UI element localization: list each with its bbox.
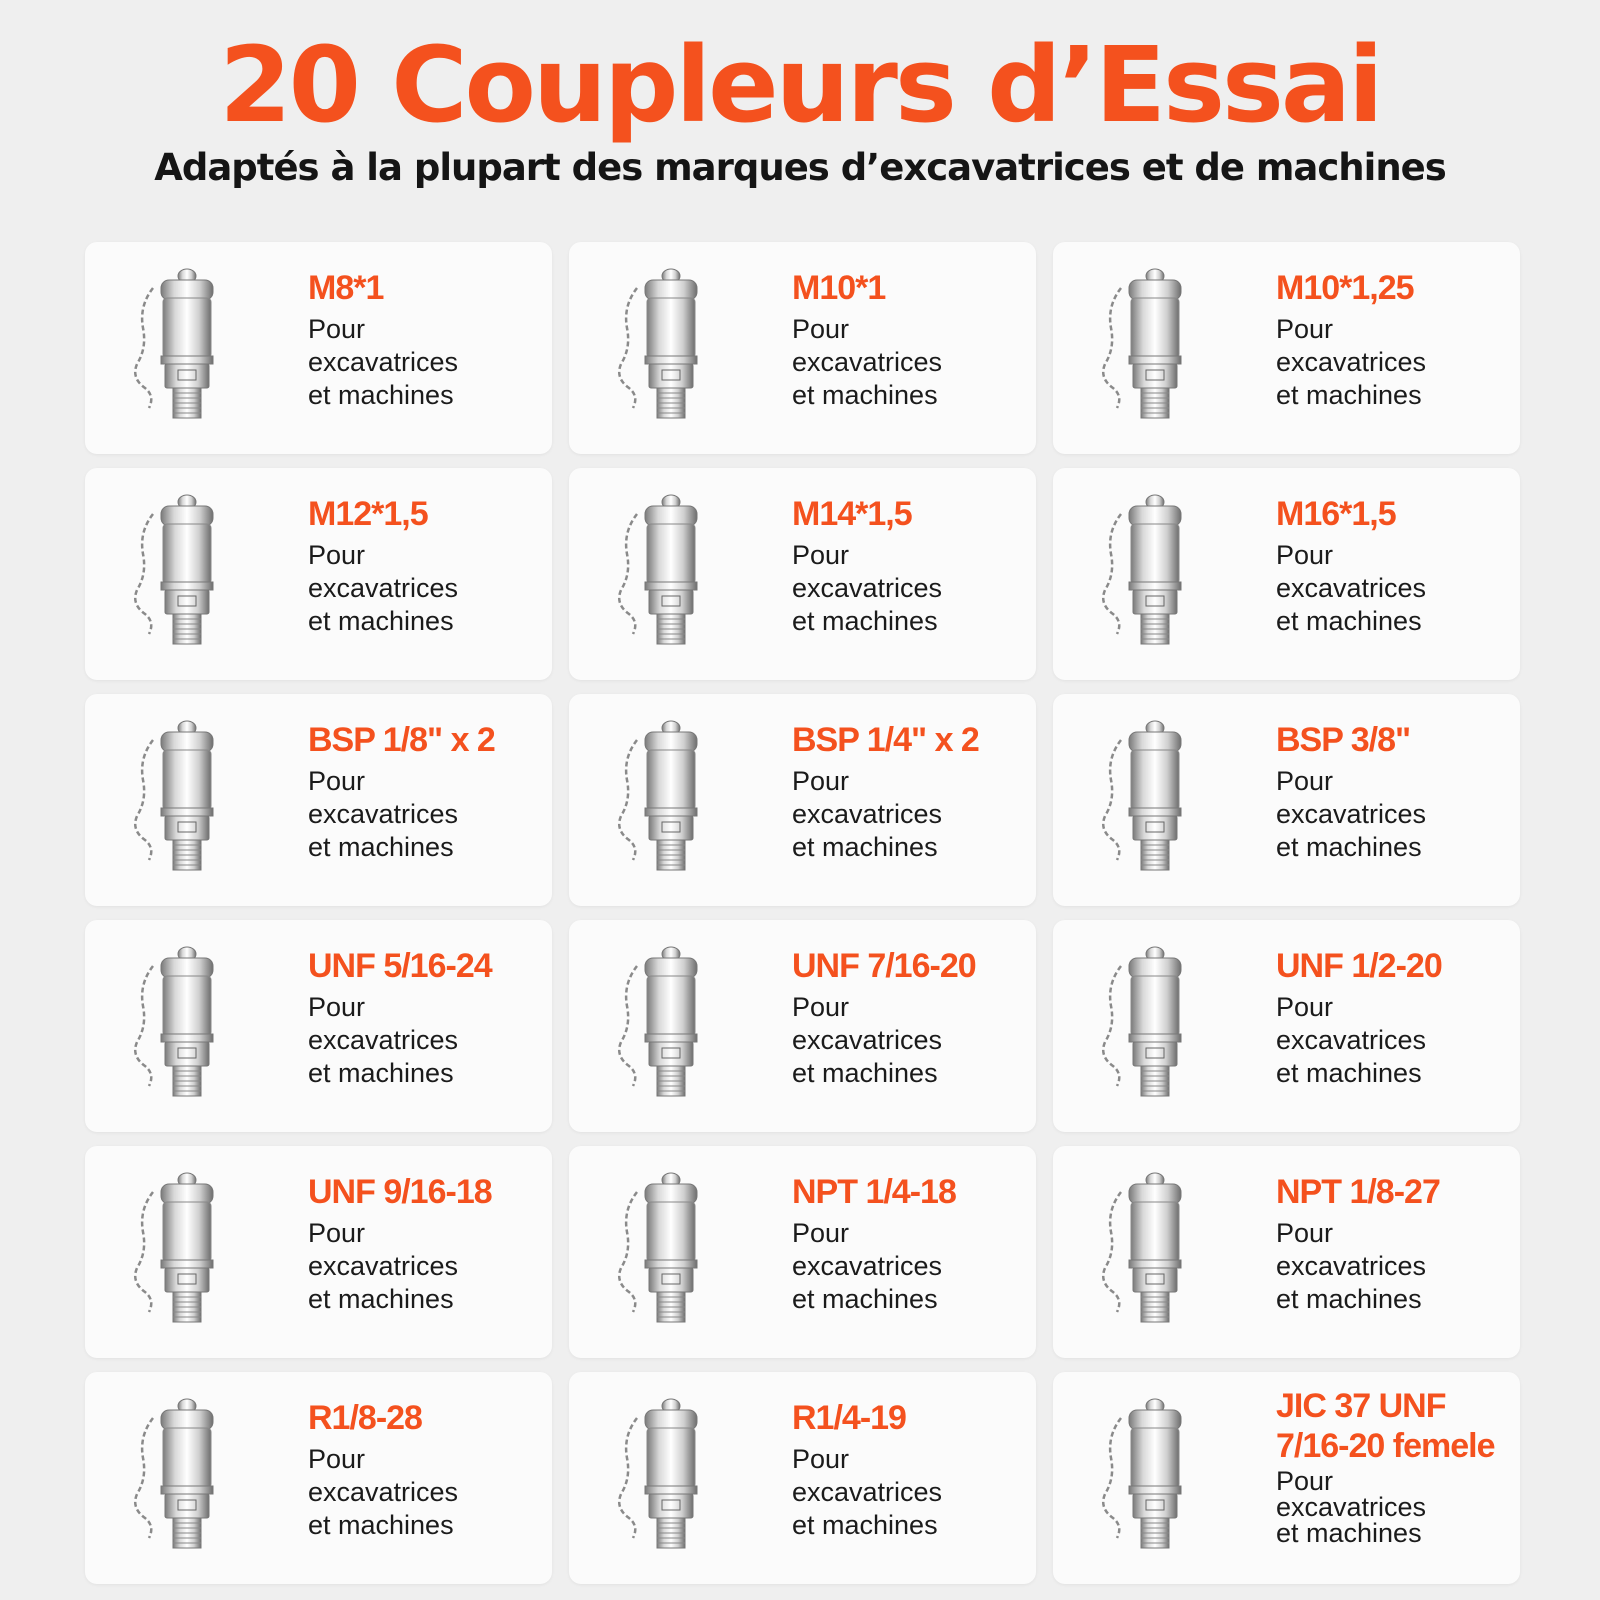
coupler-description (792, 1443, 1028, 1542)
coupler-description-line: Pour (792, 765, 850, 796)
coupler-description (792, 539, 1028, 638)
coupler-description (1276, 765, 1512, 864)
coupler-thread-code: UNF 7/16-20 (792, 947, 976, 985)
test-coupler-icon (1093, 1396, 1203, 1561)
coupler-description-line: et machines (792, 379, 938, 410)
coupler-description-line: excavatrices (1276, 1024, 1427, 1055)
coupler-card (1053, 468, 1520, 680)
coupler-description (1276, 539, 1512, 638)
test-coupler-icon (125, 1396, 235, 1561)
coupler-description-line: Pour (308, 1443, 366, 1474)
coupler-description-line: Pour (792, 1443, 850, 1474)
coupler-description-line: et machines (308, 1283, 454, 1314)
coupler-card (1053, 1372, 1520, 1584)
coupler-thread-code: M10*1,25 (1276, 269, 1414, 307)
coupler-description-line: Pour (308, 539, 366, 570)
coupler-description (308, 765, 544, 864)
coupler-thread-code: BSP 1/4" x 2 (792, 721, 979, 759)
test-coupler-icon (125, 266, 235, 431)
coupler-description-line: excavatrices (308, 1024, 459, 1055)
coupler-card (85, 920, 552, 1132)
coupler-card (1053, 242, 1520, 454)
coupler-card (569, 242, 1036, 454)
coupler-description-line: et machines (792, 1509, 938, 1540)
coupler-description (792, 1217, 1028, 1316)
coupler-description (792, 765, 1028, 864)
coupler-description-line: et machines (308, 605, 454, 636)
test-coupler-icon (125, 1170, 235, 1335)
coupler-description (308, 313, 544, 412)
coupler-thread-code: JIC 37 UNF 7/16-20 femele (1276, 1387, 1495, 1465)
coupler-thread-code: UNF 1/2-20 (1276, 947, 1442, 985)
coupler-description-line: excavatrices (1276, 572, 1427, 603)
test-coupler-icon (609, 944, 719, 1109)
coupler-description (308, 991, 544, 1090)
test-coupler-icon (609, 718, 719, 883)
coupler-description-line: excavatrices (792, 1250, 943, 1281)
coupler-description (308, 1443, 544, 1542)
test-coupler-icon (1093, 1170, 1203, 1335)
coupler-description-line: Pour (792, 1217, 850, 1248)
coupler-description-line: et machines (1276, 831, 1422, 862)
coupler-description (1276, 1468, 1512, 1546)
coupler-card (85, 1146, 552, 1358)
coupler-thread-code: BSP 1/8" x 2 (308, 721, 495, 759)
coupler-description-line: excavatrices (308, 798, 459, 829)
test-coupler-icon (609, 266, 719, 431)
coupler-description (792, 313, 1028, 412)
coupler-description-line: excavatrices (308, 572, 459, 603)
coupler-thread-code: M10*1 (792, 269, 886, 307)
coupler-description-line: Pour (308, 991, 366, 1022)
coupler-thread-code: R1/4-19 (792, 1399, 906, 1437)
coupler-card (569, 1146, 1036, 1358)
coupler-card (569, 920, 1036, 1132)
coupler-thread-code: NPT 1/8-27 (1276, 1173, 1440, 1211)
coupler-description-line: Pour (1276, 539, 1334, 570)
coupler-description-line: et machines (308, 1509, 454, 1540)
coupler-description-line: Pour (308, 313, 366, 344)
coupler-description-line: excavatrices (792, 1024, 943, 1055)
coupler-description (308, 539, 544, 638)
coupler-thread-code: M16*1,5 (1276, 495, 1396, 533)
coupler-description (1276, 991, 1512, 1090)
coupler-description (1276, 313, 1512, 412)
coupler-description-line: et machines (308, 379, 454, 410)
page-subtitle: Adaptés à la plupart des marques d’excavatrices et de machines (154, 146, 1446, 189)
coupler-description-line: Pour (1276, 765, 1334, 796)
coupler-thread-code: R1/8-28 (308, 1399, 422, 1437)
test-coupler-icon (1093, 944, 1203, 1109)
coupler-thread-code: UNF 5/16-24 (308, 947, 492, 985)
coupler-card (85, 468, 552, 680)
coupler-description (792, 991, 1028, 1090)
coupler-description-line: excavatrices (308, 1250, 459, 1281)
page-title: 20 Coupleurs d’Essai (219, 24, 1381, 146)
coupler-description-line: Pour (792, 539, 850, 570)
coupler-description-line: et machines (308, 1057, 454, 1088)
coupler-grid (85, 242, 1520, 1584)
test-coupler-icon (609, 492, 719, 657)
test-coupler-icon (609, 1396, 719, 1561)
test-coupler-icon (609, 1170, 719, 1335)
coupler-card (1053, 1146, 1520, 1358)
coupler-description-line: excavatrices (308, 346, 459, 377)
coupler-description-line: excavatrices (1276, 346, 1427, 377)
coupler-description (1276, 1217, 1512, 1316)
coupler-description-line: Pour (792, 991, 850, 1022)
coupler-card (1053, 920, 1520, 1132)
coupler-description-line: Pour (308, 1217, 366, 1248)
coupler-description-line: Pour (1276, 313, 1334, 344)
coupler-description-line: et machines (792, 831, 938, 862)
test-coupler-icon (125, 718, 235, 883)
coupler-description-line: et machines (792, 605, 938, 636)
coupler-description-line: et machines (1276, 605, 1422, 636)
test-coupler-icon (125, 944, 235, 1109)
coupler-description-line: excavatrices (1276, 798, 1427, 829)
coupler-card (569, 694, 1036, 906)
coupler-thread-code: NPT 1/4-18 (792, 1173, 956, 1211)
test-coupler-icon (1093, 718, 1203, 883)
coupler-card (85, 694, 552, 906)
coupler-description-line: Pour (308, 765, 366, 796)
coupler-description-line: et machines (1276, 1283, 1422, 1314)
coupler-thread-code: M8*1 (308, 269, 384, 307)
coupler-description-line: Pour (1276, 991, 1334, 1022)
coupler-thread-code: M12*1,5 (308, 495, 428, 533)
coupler-description-line: excavatrices (1276, 1250, 1427, 1281)
coupler-description-line: excavatrices (792, 1476, 943, 1507)
test-coupler-icon (125, 492, 235, 657)
coupler-description-line: excavatrices (1276, 1492, 1427, 1522)
coupler-description (308, 1217, 544, 1316)
coupler-description-line: excavatrices (308, 1476, 459, 1507)
coupler-card (569, 468, 1036, 680)
coupler-description-line: Pour (1276, 1217, 1334, 1248)
coupler-description-line: excavatrices (792, 572, 943, 603)
coupler-description-line: et machines (1276, 379, 1422, 410)
coupler-description-line: et machines (308, 831, 454, 862)
coupler-description-line: Pour (1276, 1466, 1334, 1496)
coupler-card (85, 242, 552, 454)
coupler-thread-code: BSP 3/8" (1276, 721, 1411, 759)
coupler-description-line: excavatrices (792, 346, 943, 377)
coupler-description-line: et machines (1276, 1057, 1422, 1088)
coupler-description-line: Pour (792, 313, 850, 344)
coupler-card (569, 1372, 1036, 1584)
coupler-card (1053, 694, 1520, 906)
test-coupler-icon (1093, 266, 1203, 431)
coupler-description-line: et machines (1276, 1518, 1422, 1548)
test-coupler-icon (1093, 492, 1203, 657)
coupler-description-line: et machines (792, 1283, 938, 1314)
coupler-thread-code: M14*1,5 (792, 495, 912, 533)
coupler-thread-code: UNF 9/16-18 (308, 1173, 492, 1211)
coupler-description-line: et machines (792, 1057, 938, 1088)
coupler-description-line: excavatrices (792, 798, 943, 829)
coupler-card (85, 1372, 552, 1584)
